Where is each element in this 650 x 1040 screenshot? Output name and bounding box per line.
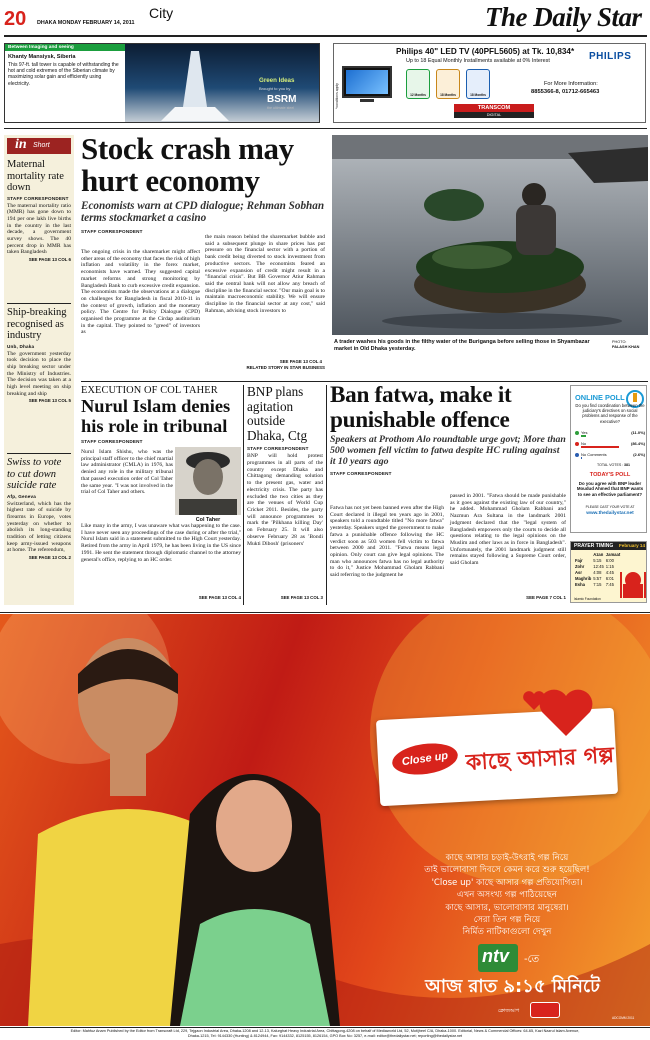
header-rule bbox=[4, 35, 647, 37]
closeup-time-bn: আজ রাত ৯:১৫ মিনিটে bbox=[425, 976, 600, 997]
poll-options bbox=[575, 429, 645, 462]
taher-photo bbox=[175, 447, 241, 515]
philips-ad[interactable] bbox=[333, 43, 646, 123]
lead-col-1: The ongoing crisis in the sharemarket might affect other areas of the economy that faces the risk of high inflation and volatility in the forex market, economists have warned. They suggested capital market reforms and strong monitoring by Bangladesh Bank to curb excessive credit expansion. The economists made the observations at a dialogue on challenges for Bangladesh in fiscal 2010-11 in the context of growth, inflation and the monetary policy. The Centre for Policy Dialogue (CPD) organised the programme at the Cirdap auditorium in the capital. They pointed to "greed" of investors as bbox=[81, 249, 200, 336]
trader-body bbox=[516, 205, 556, 255]
poll-total-label: TOTAL VOTES : bbox=[597, 463, 624, 467]
closeup-copy-line: তাই ভালোবাসা দিবসে কেমন করে শুরু হয়েছিল! bbox=[424, 865, 590, 876]
philips-sub: Up to 18 Equal Monthly Installments available at 0% Interest bbox=[406, 58, 550, 64]
info-label: For More Information: bbox=[544, 81, 598, 87]
poll-option-label: No bbox=[581, 441, 587, 446]
photo-credit-label: PHOTO: bbox=[612, 340, 627, 344]
portrait-shoulders bbox=[179, 499, 237, 515]
closeup-pack bbox=[530, 1002, 560, 1018]
prayer-cell: 5:57 bbox=[593, 575, 602, 581]
tv-stand bbox=[360, 99, 374, 102]
greens-highlight bbox=[432, 245, 512, 269]
prayer-cell: Esha bbox=[575, 581, 586, 587]
tv-image bbox=[342, 66, 392, 98]
green-ideas-label: Green Ideas bbox=[259, 77, 295, 84]
masthead: The Daily Star bbox=[485, 2, 642, 32]
prayer-date: February 14 bbox=[619, 543, 646, 548]
badge-3-label: 18 Months bbox=[470, 93, 486, 97]
prayer-row bbox=[574, 581, 621, 587]
poll-total: 381 bbox=[624, 463, 630, 467]
ad-woman bbox=[150, 754, 350, 1026]
held-greens bbox=[424, 189, 484, 221]
brief-headline[interactable]: Maternal mortality rate down bbox=[7, 159, 64, 193]
taher-story bbox=[81, 385, 241, 605]
prayer-cell: Fajr bbox=[575, 557, 583, 563]
bsrm-ad[interactable] bbox=[4, 43, 320, 123]
prayer-col-header: Jamaat bbox=[605, 551, 621, 557]
ntv-suffix: -তে bbox=[524, 954, 540, 965]
taher-photo-caption: Col Taher bbox=[195, 517, 221, 523]
tv-screen bbox=[346, 70, 388, 94]
prayer-cell: 5:15 bbox=[593, 557, 602, 563]
info-phone: 8855366-8, 01712-665463 bbox=[531, 89, 600, 95]
lead-credit: STAFF CORRESPONDENT bbox=[81, 228, 143, 234]
closeup-logo: Close up bbox=[390, 740, 460, 779]
prayer-table bbox=[574, 551, 621, 587]
poll-icon-bar bbox=[633, 393, 637, 402]
taher-portrait bbox=[175, 447, 241, 515]
brief-body: The government yesterday took decision to place the ship breaking sector under the Ministry of Industries. The decision was taken at a high level meeting on ship breaking and ship bbox=[7, 350, 71, 397]
photo-credit: PALASH KHAN bbox=[612, 345, 640, 349]
closeup-copy-line: 'Close up' কাছে আসার গল্প প্রতিযোগিতা। bbox=[431, 877, 583, 888]
closeup-copy-line: সেরা তিন গল্প নিয়ে bbox=[473, 915, 541, 926]
portrait-face bbox=[193, 459, 223, 495]
prayer-cell: Maghrib bbox=[575, 575, 592, 581]
poll-option-pct: (11.0%) bbox=[631, 430, 645, 435]
brief-headline[interactable]: Ship-breaking recognised as industry bbox=[7, 307, 67, 341]
brief-ref[interactable]: SEE PAGE 13 COL 6 bbox=[28, 257, 71, 263]
poll-today-question: Do you agree with BNP leader Moudud Ahmed that BNP wants to see an effective parliament? bbox=[576, 481, 644, 497]
closeup-copy-line: কাছে আসার, ভালোবাসার মানুষেরা। bbox=[445, 902, 569, 913]
poll-title: ONLINE POLL bbox=[575, 393, 625, 402]
taher-ref[interactable]: SEE PAGE 13 COL 4 bbox=[198, 595, 241, 600]
brief-headline[interactable]: Swiss to vote to cut down suicide rate bbox=[7, 457, 62, 491]
badge-1-label: 12 Months bbox=[410, 93, 426, 97]
brief-body: Switzerland, which has the highest rate of suicide by firearms in Europe, votes yesterday on whether to abolish its long-standing tradition of letting citizens keep army-issued weapons at home. The referendum, bbox=[7, 500, 71, 554]
footer-rule bbox=[0, 1027, 650, 1028]
philips-brand: PHILIPS bbox=[589, 51, 632, 62]
fatwa-col-2: passed in 2001. "Fatwa should be made punishable as it goes against the existing law of our country," he added. Mohammad Gholam Rabbani and Nazmun Ara Sultana in the landmark 2001 judgment declared that the "legal system of Bangladesh empowers only the courts to decide all questions relating to the legal opinions on the Muslim and other laws as in force in Bangladesh". Unfortunately, the 2001 landmark judgment still remains stayed following a Supreme Court order, said Gholam bbox=[450, 493, 566, 567]
prayer-title: PRAYER TIMING bbox=[574, 543, 614, 549]
tower-shape bbox=[183, 51, 207, 107]
col-divider bbox=[243, 385, 244, 605]
photo-caption: A trader washes his goods in the filthy water of the Buriganga before selling those in Shyambazar market in Old Dhaka yesterday. bbox=[334, 339, 590, 352]
lead-story bbox=[81, 133, 325, 375]
prayer-cell: 7:15 bbox=[593, 581, 602, 587]
photo-illustration bbox=[332, 135, 648, 335]
badge-2-label: 18 Months bbox=[440, 93, 456, 97]
bnp-body: BNP will hold protest programmes in all parts of the country except Dhaka and Chittagong demanding solution to the present gas, water and electricity crisis. The party has excluded the two cities as they are the venues of World Cup Cricket 2011. Besides, the party will announce programmes to mark the 'Pilkhana killing Day' on February 25. It will also observe February 28 as 'Bondi Mukti Dibosh' (prisoners' bbox=[247, 453, 323, 547]
prayer-cell: 1:15 bbox=[605, 563, 614, 569]
ad-top-rule bbox=[0, 612, 650, 613]
poll-option-bar bbox=[581, 446, 619, 448]
imprint-line-1: Editor: Mahfuz Anam Published by the Editor from Transcraft Ltd, 229, Tejgaon Industrial Area, Dhaka-1208 and 12-13, Kalurghat Heavy Industrial Area, Chittagong-4208 on behalf of Mediaworld Ltd, 52, Motijheel C/A, Dhaka-1000. Editorial, News & Commercial Offices: 64-65, Kazi Nazrul Islam Avenue, bbox=[70, 1029, 580, 1033]
poll-today-label: TODAY'S POLL bbox=[589, 472, 631, 478]
man-neck bbox=[110, 752, 146, 796]
prayer-col-header: Azan bbox=[593, 551, 604, 557]
brief-ref[interactable]: SEE PAGE 13 COL 2 bbox=[28, 555, 71, 561]
prayer-footer: Islamic Foundation bbox=[574, 597, 601, 601]
ad-code: ADCOMM 2011 bbox=[612, 1016, 635, 1020]
page-header bbox=[0, 0, 650, 36]
poll-option[interactable] bbox=[575, 451, 645, 459]
ntv-badge bbox=[478, 944, 518, 972]
lead-headline[interactable]: Stock crash may hurt economy bbox=[81, 131, 294, 198]
taher-body-2: Like many in the army, I was unaware what was happening to the case. I have never seen any proceedings of the case during or after the trial," Nurul Islam said in a statement submitted to the High Court yesterday. Retired from the army in April 1979, he has been living in the US since 1991. He sent the statement through diplomatic channel to the attorney general's office, replying to an HC order. bbox=[81, 523, 241, 563]
tower-glow bbox=[161, 107, 229, 121]
poll-url[interactable]: www.thedailystar.net bbox=[586, 511, 634, 516]
fatwa-deck: Speakers at Prothom Alo roundtable urge govt; More than 500 women fell victim to fatwa despite HC ruling against it 10 years ago bbox=[330, 434, 566, 468]
installment-badges bbox=[406, 69, 526, 101]
brief-credit: STAFF CORRESPONDENT bbox=[7, 195, 69, 201]
brief-credit: Afp, Geneva bbox=[7, 493, 37, 499]
inshort-label-in: in bbox=[15, 137, 27, 152]
lead-related[interactable]: RELATED STORY IN STAR BUSINESS bbox=[246, 365, 325, 370]
poll-option-swatch bbox=[575, 431, 579, 435]
bnp-credit: STAFF CORRESPONDENT bbox=[247, 446, 309, 452]
poll-option-label: No Comments bbox=[581, 452, 607, 457]
prayer-cell: 4:45 bbox=[605, 569, 614, 575]
brief-divider bbox=[7, 453, 71, 454]
dateline: DHAKA MONDAY FEBRUARY 14, 2011 bbox=[37, 20, 135, 26]
closeup-title-bn: কাছে আসার গল্প bbox=[465, 743, 615, 776]
hearts-decoration bbox=[520, 680, 610, 740]
fatwa-col-1: Fatwa has not yet been banned even after the High Court declared it illegal ten years ago in 2001, speakers told a roundtable titled "No more fatwa" yesterday. Speakers urged the government to make fatwa a punishable offence following the HC verdict soon as 503 women fell victim to fatwa between 2000 and 2011. "Fatwa means legal opinion. Only court can give legal opinions. The man who announces fatwa has no legal authority to do it," Justice Mohammad Gholam Rabbani said referring to the judgment he bbox=[330, 505, 444, 579]
taher-kicker: EXECUTION OF COL TAHER bbox=[81, 385, 218, 396]
prayer-timing bbox=[570, 541, 647, 603]
poll-option-bar bbox=[581, 435, 586, 437]
inshort-label-short: Short bbox=[33, 142, 50, 149]
badge-1 bbox=[406, 69, 430, 99]
section-name: City bbox=[149, 5, 174, 21]
tower-illustration bbox=[155, 49, 235, 121]
imprint-line-2: Dhaka-1215, Tel: 9144330 (Hunting) & 8124944, Fax: 9144332, 8125155, 8126154, GPO Box No: 3257, e-mail: editor@thedailystar.net; reporting@thedailystar.net bbox=[187, 1034, 463, 1038]
brief-body: The maternal mortality ratio (MMR) has gone down to 194 per one lakh live births in the country in the last decade, a government survey shows. The 40 percent drop in MMR has taken Bangladesh bbox=[7, 202, 71, 256]
heart-large bbox=[540, 690, 593, 736]
philips-headline: Philips 40" LED TV (40PFL5605) at Tk. 10,834* bbox=[396, 47, 575, 56]
fatwa-headline[interactable]: Ban fatwa, make it punishable offence bbox=[330, 382, 512, 433]
reflection bbox=[382, 313, 622, 329]
philips-caption: *conditions apply bbox=[334, 83, 339, 109]
page-number: 20 bbox=[4, 8, 27, 30]
prayer-cell: 7:45 bbox=[605, 581, 614, 587]
lead-col-2: the main reason behind the sharemarket bubble and said a subsequent plunge in share prices has put pressure on the financial sector with a portion of bank credit being diverted to stock investment from productive sectors. The economists feared an excessive expansion of credit might result in a "financial crisis". But BB Governor Atiur Rahman said the central bank will not allow any breach of discipline in the financial sector. "Our main goal is to maintain macroeconomic stability. We will ensure discipline in the financial sector at any cost," said Rahman, advising stock investors to bbox=[205, 234, 325, 314]
bsrm-sub: the ultimate steel bbox=[267, 106, 295, 110]
ntv-label: ntv bbox=[482, 946, 509, 966]
inshort-sidebar bbox=[4, 135, 74, 605]
brief-credit: Unb, Dhaka bbox=[7, 343, 35, 349]
woman-face bbox=[216, 780, 292, 872]
badge-3 bbox=[466, 69, 490, 99]
poll-question: Do you find coordination between the judiciary's directives on social problems and response of the executive? bbox=[575, 403, 645, 424]
bsrm-tag: Between Imaging and seeing bbox=[5, 44, 125, 51]
poll-option[interactable] bbox=[575, 440, 645, 448]
closeup-copy-line: নির্মিত নাটিকাগুলো দেখুন bbox=[462, 927, 552, 938]
trader-head bbox=[522, 183, 546, 207]
ad-rule bbox=[4, 128, 647, 129]
lead-photo bbox=[332, 135, 648, 335]
bsrm-text-panel bbox=[5, 44, 125, 123]
brief-divider bbox=[7, 303, 71, 304]
bsrm-title: Khanty Mansiysk, Siberia bbox=[8, 54, 76, 60]
brief-ref[interactable]: SEE PAGE 13 COL 5 bbox=[28, 398, 71, 404]
transcom-sub: DIGITAL bbox=[454, 112, 534, 118]
prayer-cell: 4:08 bbox=[593, 569, 602, 575]
closeup-copy bbox=[396, 852, 618, 939]
online-poll bbox=[570, 385, 647, 533]
brief-item bbox=[7, 457, 71, 560]
badge-2 bbox=[436, 69, 460, 99]
prayer-cell: 6:00 bbox=[605, 557, 614, 563]
col-divider bbox=[326, 385, 327, 605]
lead-deck: Economists warn at CPD dialogue; Rehman Sobhan terms stockmarket a casino bbox=[81, 200, 325, 225]
closeup-small: ক্লোজআপ bbox=[498, 1008, 520, 1014]
mosque-minaret-left bbox=[620, 572, 622, 598]
prayer-cell: 6:01 bbox=[605, 575, 614, 581]
bnp-ref[interactable]: SEE PAGE 13 COL 3 bbox=[280, 595, 323, 600]
taher-credit: STAFF CORRESPONDENT bbox=[81, 439, 143, 444]
poll-option-label: Yes bbox=[581, 430, 588, 435]
woman-dress bbox=[180, 909, 330, 1026]
lead-ref[interactable]: SEE PAGE 13 COL 4 bbox=[279, 359, 322, 364]
fatwa-ref[interactable]: SEE PAGE 7 COL 1 bbox=[526, 595, 566, 600]
mosque-icon bbox=[619, 566, 647, 598]
fatwa-story bbox=[330, 383, 566, 605]
bnp-story bbox=[247, 385, 323, 605]
transcom-logo: TRANSCOM bbox=[454, 104, 534, 112]
brief-item bbox=[7, 159, 71, 262]
poll-option-swatch bbox=[575, 442, 579, 446]
brief-item bbox=[7, 307, 71, 403]
bnp-headline[interactable]: BNP plans agitation outside Dhaka, Ctg bbox=[247, 384, 308, 443]
bsrm-brand: BSRM bbox=[267, 94, 297, 105]
poll-vote-label: PLEASE CAST YOUR VOTE AT bbox=[585, 505, 635, 509]
poll-option-bar bbox=[581, 457, 582, 459]
mosque-minaret-right bbox=[644, 572, 646, 598]
taher-headline[interactable]: Nurul Islam denies his role in tribunal bbox=[81, 396, 231, 436]
prayer-cell: Zohr bbox=[575, 563, 585, 569]
brought-by-label: Brought to you by bbox=[259, 86, 291, 91]
bsrm-body: This 97-ft. tall tower is capable of withstanding the hot and cold extremes of the Siberian climate by maximizing solar gain and efficiently using electricity. bbox=[8, 62, 119, 87]
fatwa-credit: STAFF CORRESPONDENT bbox=[330, 470, 392, 476]
closeup-copy-line: কাছে আসার চড়াই-উৎরাই গল্প নিয়ে bbox=[445, 853, 569, 863]
inshort-label bbox=[7, 138, 71, 154]
closeup-copy-line: এখন অসংখ্য গল্প পাঠিয়েছেন bbox=[457, 890, 557, 901]
poll-option-pct: (2.6%) bbox=[633, 452, 645, 457]
taher-body-1: Nurul Islam Shishu, who was the principal staff officer to the chief martial law administrator (CMLA) in 1976, has denied any role in the military tribunal that passed execution order of Col Taher the same year. "I was not involved in the trial of Col Taher and others. bbox=[81, 449, 173, 496]
poll-option-pct: (86.4%) bbox=[630, 441, 645, 446]
prayer-cell: 12:45 bbox=[593, 563, 604, 569]
closeup-ad[interactable] bbox=[0, 614, 650, 1026]
prayer-cell: Asr bbox=[575, 569, 582, 575]
poll-option-swatch bbox=[575, 453, 579, 457]
mosque-body bbox=[623, 584, 643, 598]
poll-option[interactable] bbox=[575, 429, 645, 437]
